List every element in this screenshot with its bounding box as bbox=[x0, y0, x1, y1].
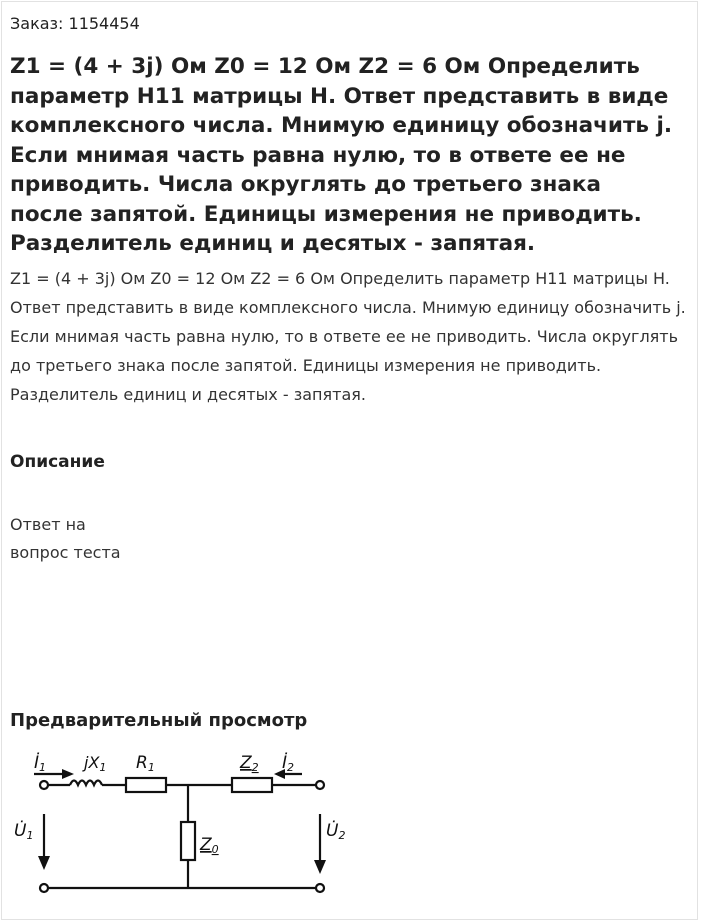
label-z2: Z2 bbox=[240, 753, 259, 774]
arrow-u2-head bbox=[314, 860, 326, 874]
description-heading: Описание bbox=[10, 452, 105, 472]
arrow-u1-head bbox=[38, 856, 50, 870]
resistor-r1 bbox=[126, 778, 166, 792]
terminal-bottom-right bbox=[316, 884, 324, 892]
label-z0: Z0 bbox=[200, 835, 219, 856]
resistor-z2 bbox=[232, 778, 272, 792]
label-r1: R1 bbox=[136, 753, 155, 774]
description-text bbox=[10, 511, 210, 567]
label-u1: U̇1 bbox=[14, 821, 34, 842]
circuit-diagram bbox=[2, 738, 362, 920]
task-body: Z1 = (4 + 3j) Ом Z0 = 12 Ом Z2 = 6 Ом Определить параметр H11 матрицы H. Ответ представить в виде комплексного числа. Мнимую единицу обозначить j. Если мнимая часть равна нулю, то в ответе ее не приводить. Числа округлять до третьего знака после запятой. Единицы измерения не приводить. Разделитель единиц и десятых - запятая. bbox=[10, 269, 686, 404]
content-card bbox=[1, 1, 698, 920]
label-i2: İ2 bbox=[282, 753, 295, 774]
resistor-z0 bbox=[181, 822, 195, 860]
order-number: Заказ: 1154454 bbox=[10, 14, 140, 33]
terminal-bottom-left bbox=[40, 884, 48, 892]
description-line-1: Ответ на bbox=[10, 515, 86, 534]
inductor-jx1 bbox=[70, 781, 102, 786]
preview-heading: Предварительный просмотр bbox=[10, 710, 308, 731]
label-u2: U̇2 bbox=[326, 821, 346, 842]
task-title: Z1 = (4 + 3j) Ом Z0 = 12 Ом Z2 = 6 Ом Определить параметр H11 матрицы H. Ответ представить в виде комплексного числа. Мнимую единицу обозначить j. Если мнимая часть равна нулю, то в ответе ее не приводить. Числа округлять до третьего знака после запятой. Единицы измерения не приводить. Разделитель единиц и десятых - запятая. bbox=[10, 54, 673, 256]
terminal-top-left bbox=[40, 781, 48, 789]
label-i1: İ1 bbox=[34, 753, 47, 774]
label-jx1: jX1 bbox=[84, 753, 107, 774]
description-line-2: вопрос теста bbox=[10, 543, 121, 562]
terminal-top-right bbox=[316, 781, 324, 789]
arrow-i1-head bbox=[62, 769, 74, 779]
